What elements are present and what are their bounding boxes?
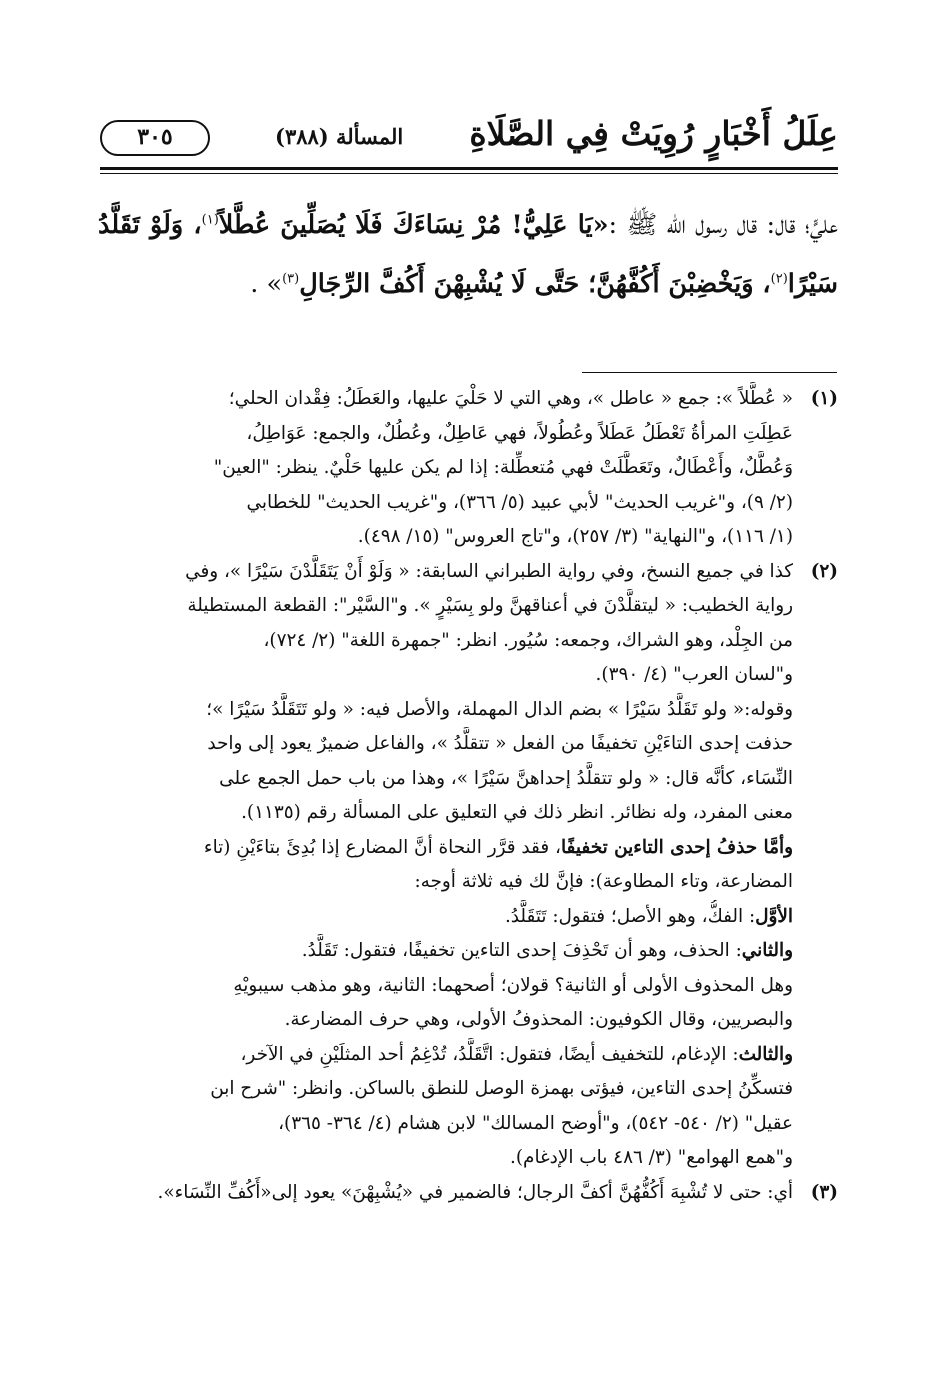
commentary-line: حذفت إحدى التاءَيْنِ تخفيفًا من الفعل « تتقلَّدُ »، والفاعل ضميرٌ يعود إلى واحد xyxy=(207,733,793,754)
commentary-line: فتسكِّنُ إحدى التاءين، فيؤتى بهمزة الوصل للنطق بالساكن. وانظر: "شرح ابن xyxy=(210,1078,793,1099)
commentary-text: : الحذف، وهو أن تَحْذِفَ إحدى التاءين تخفيفًا، فتقول: تَقَلَّدُ. xyxy=(301,940,742,961)
footnote-line: كذا في جميع النسخ، وفي رواية الطبراني السابقة: « وَلَوْ أَنْ يَتَقَلَّدْنَ سَيْرًا »، وفي xyxy=(185,560,793,582)
footnote-line: أي: حتى لا تُشْبِهَ أَكُفُّهُنَّ أكفَّ الرجال؛ فالضمير في «يُشْبِهْنَ» يعود إلى«أَكُفِّ النِّسَاء». xyxy=(157,1181,793,1203)
commentary-text: : الفكُّ، وهو الأصل؛ فتقول: تَتَقَلَّدُ. xyxy=(504,905,756,927)
issue-label: المسألة (٣٨٨) xyxy=(275,124,404,149)
footnote-line: وَعُطَّلٌ، وأَعْطَالٌ، وتَعَطَّلَتْ فهي مُتعطِّلة: إذا لم يكن عليها حَلْيٌ. ينظر: "العين" xyxy=(213,457,793,478)
header-rule-thick xyxy=(100,167,838,170)
footnote-separator xyxy=(582,372,837,373)
footnote-line: (٢/ ٩)، و"غريب الحديث" لأبي عبيد (٥/ ٣٦٦)، و"غريب الحديث" للخطابي xyxy=(246,491,793,513)
page-header xyxy=(100,112,838,162)
quote-part-3: ، وَيَخْضِبْنَ أَكُفَّهُنَّ؛ حَتَّى لَا يُشْبِهْنَ أَكُفَّ الرِّجَالِ xyxy=(299,269,771,299)
commentary-line: وقوله:« ولو تَقَلَّدُ سَيْرًا » بضم الدال المهملة، والأصل فيه: « ولو تَتَقَلَّدُ سَيْرًا »؛ xyxy=(206,698,793,720)
footnote-ref-3: (٣) xyxy=(282,271,300,287)
footnote-2-commentary xyxy=(98,693,838,1176)
commentary-line xyxy=(98,934,793,969)
commentary-bold: والثالث xyxy=(738,1043,793,1065)
commentary-text: ، فقد قرَّر النحاة أنَّ المضارع إذا بُدِئَ بتاءَيْنِ (تاء xyxy=(203,836,561,858)
commentary-line: و"همع الهوامع" (٣/ ٤٨٦ باب الإدغام). xyxy=(510,1147,793,1168)
footnote-line: عَطِلَتِ المرأةُ تَعْطَلُ عَطَلاً وعُطُولاً، فهي عَاطِلٌ، وعُطُلٌ، والجمع: عَوَاطِلُ، xyxy=(246,422,793,444)
commentary-line: معنى المفرد، وله نظائر. انظر ذلك في التعليق على المسألة رقم (١١٣٥). xyxy=(241,802,793,823)
book-title: عِلَلُ أَخْبَارٍ رُوِيَتْ فِي الصَّلَاةِ xyxy=(469,114,838,153)
footnote-3 xyxy=(98,1176,838,1211)
commentary-line: والبصريين، وقال الكوفيون: المحذوفُ الأولى، وهي حرف المضارعة. xyxy=(284,1009,793,1030)
footnotes xyxy=(98,382,838,1210)
footnote-2 xyxy=(98,555,838,693)
footnote-1 xyxy=(98,382,838,555)
main-text xyxy=(98,196,838,314)
commentary-line xyxy=(98,1038,793,1073)
commentary-line xyxy=(98,831,793,866)
commentary-line xyxy=(98,900,793,935)
commentary-line: عقيل" (٢/ ٥٤٠- ٥٤٢)، و"أوضح المسالك" لابن هشام (٤/ ٣٦٤- ٣٦٥)، xyxy=(278,1112,793,1134)
footnote-line: « عُطَّلاً »: جمع « عاطل »، وهي التي لا حَلْيَ عليها، والعَطَلُ: فِقْدان الحلي؛ xyxy=(228,388,793,409)
footnote-line: و"لسان العرب" (٤/ ٣٩٠). xyxy=(595,664,793,685)
header-rule-thin xyxy=(100,173,838,174)
commentary-text: : الإدغام، للتخفيف أيضًا، فتقول: اتَّقَلَّدُ، تُدْغِمُ أحد المثلَيْنِ في الآخر، xyxy=(240,1043,739,1065)
quote-closing: » . xyxy=(250,269,283,299)
footnote-line: (١/ ١١٦)، و"النهاية" (٣/ ٢٥٧)، و"تاج العروس" (١٥/ ٤٩٨). xyxy=(357,526,793,547)
footnote-number: (٣) xyxy=(810,1181,838,1203)
commentary-line: النِّسَاء، كأنَّه قال: « ولو تتقلَّدُ إحداهنَّ سَيْرًا »، وهذا من باب حمل الجمع على xyxy=(219,767,793,789)
footnote-line: من الجِلْد، وهو الشراك، وجمعه: سُيُور. انظر: "جمهرة اللغة" (٢/ ٧٢٤)، xyxy=(263,629,793,651)
footnote-ref-1: (١) xyxy=(201,212,219,228)
page-number: ٣٠٥ xyxy=(137,124,173,150)
footnote-ref-2: (٢) xyxy=(770,271,788,287)
commentary-bold: والثاني xyxy=(741,940,793,961)
footnote-number: (١) xyxy=(810,388,838,409)
commentary-line: المضارعة، وتاء المطاوعة): فإنَّ لك فيه ثلاثة أوجه: xyxy=(414,871,793,892)
page-number-badge xyxy=(100,120,210,156)
commentary-line: وهل المحذوف الأولى أو الثانية؟ قولان؛ أصحهما: الثانية، وهو مذهب سيبويْهِ xyxy=(233,974,793,996)
quote-part-1: «يَا عَلِيُّ! مُرْ نِسَاءَكَ فَلَا يُصَلِّينَ عُطَّلاً xyxy=(218,210,609,240)
main-intro: عليٍّ؛ قال: قال رسول الله ﷺ : xyxy=(608,210,838,240)
commentary-bold: وأمَّا حذفُ إحدى التاءين تخفيفًا xyxy=(560,836,793,858)
footnote-line: رواية الخطيب: « ليتقلَّدْنَ في أعناقهنَّ ولو بِسَيْرٍ ». و"السَّيْر": القطعة المستطيلة xyxy=(187,595,793,616)
quote-part-2: ، وَلَوْ تَقَلَّدُ سَيْرًا xyxy=(98,210,838,299)
commentary-bold: الأوَّل xyxy=(755,905,793,927)
footnote-number: (٢) xyxy=(810,560,838,582)
